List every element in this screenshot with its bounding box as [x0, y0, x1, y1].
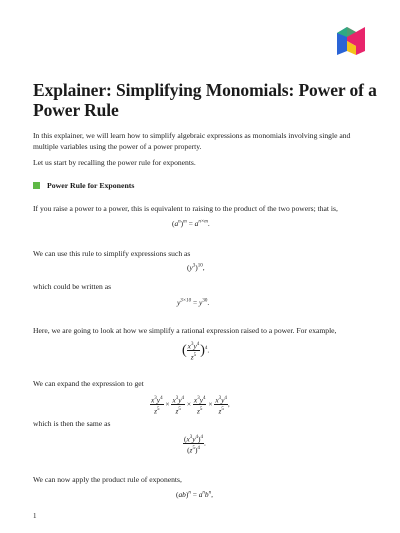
green-square-icon: [33, 182, 40, 189]
equation-y-example: $(y^3)^{10}$,: [187, 263, 205, 272]
intro-paragraph: In this explainer, we will learn how to simplify algebraic expressions as monomials involving single and multiple variables using the power of a power property.: [33, 131, 351, 151]
nagwa-logo-icon: [334, 24, 368, 58]
page-number: 1: [33, 512, 37, 520]
product-rule-paragraph: We can now apply the product rule of exponents,: [33, 475, 182, 484]
recall-paragraph: Let us start by recalling the power rule for exponents.: [33, 158, 196, 167]
equation-y-result: $y^{3\times 10} = y^{30}$.: [177, 298, 210, 307]
equation-same-as: $\frac{(x^3y^4)^4}{(z^5)^4}$ .: [184, 434, 206, 455]
power-rule-paragraph: If you raise a power to a power, this is equivalent to raising to the product of the two powers; that is,: [33, 204, 338, 213]
equation-power-rule: $(a^n)^m = a^{n\times m}$.: [172, 219, 210, 228]
expand-paragraph: We can expand the expression to get: [33, 379, 144, 388]
equation-expanded: $\frac{x^3y^4}{z^5}$ × $\frac{x^3y^4}{z^5}$ × $\frac{x^3y^4}{z^5}$ × $\frac{x^3y^4}{z^5}$ ,: [151, 395, 230, 416]
equation-product-rule: $(ab)^n = a^nb^n$,: [176, 490, 213, 499]
same-as-paragraph: which is then the same as: [33, 419, 111, 428]
section-heading: Power Rule for Exponents: [33, 181, 134, 190]
rational-paragraph: Here, we are going to look at how we simplify a rational expression raised to a power. For example,: [33, 326, 337, 335]
page-title: Explainer: Simplifying Monomials: Power of a Power Rule: [33, 80, 377, 120]
equation-rational-example: ( $\frac{x^3y^4}{z^5}$ )$^4$.: [182, 341, 210, 362]
use-rule-paragraph: We can use this rule to simplify expressions such as: [33, 249, 191, 258]
written-as-paragraph: which could be written as: [33, 282, 112, 291]
